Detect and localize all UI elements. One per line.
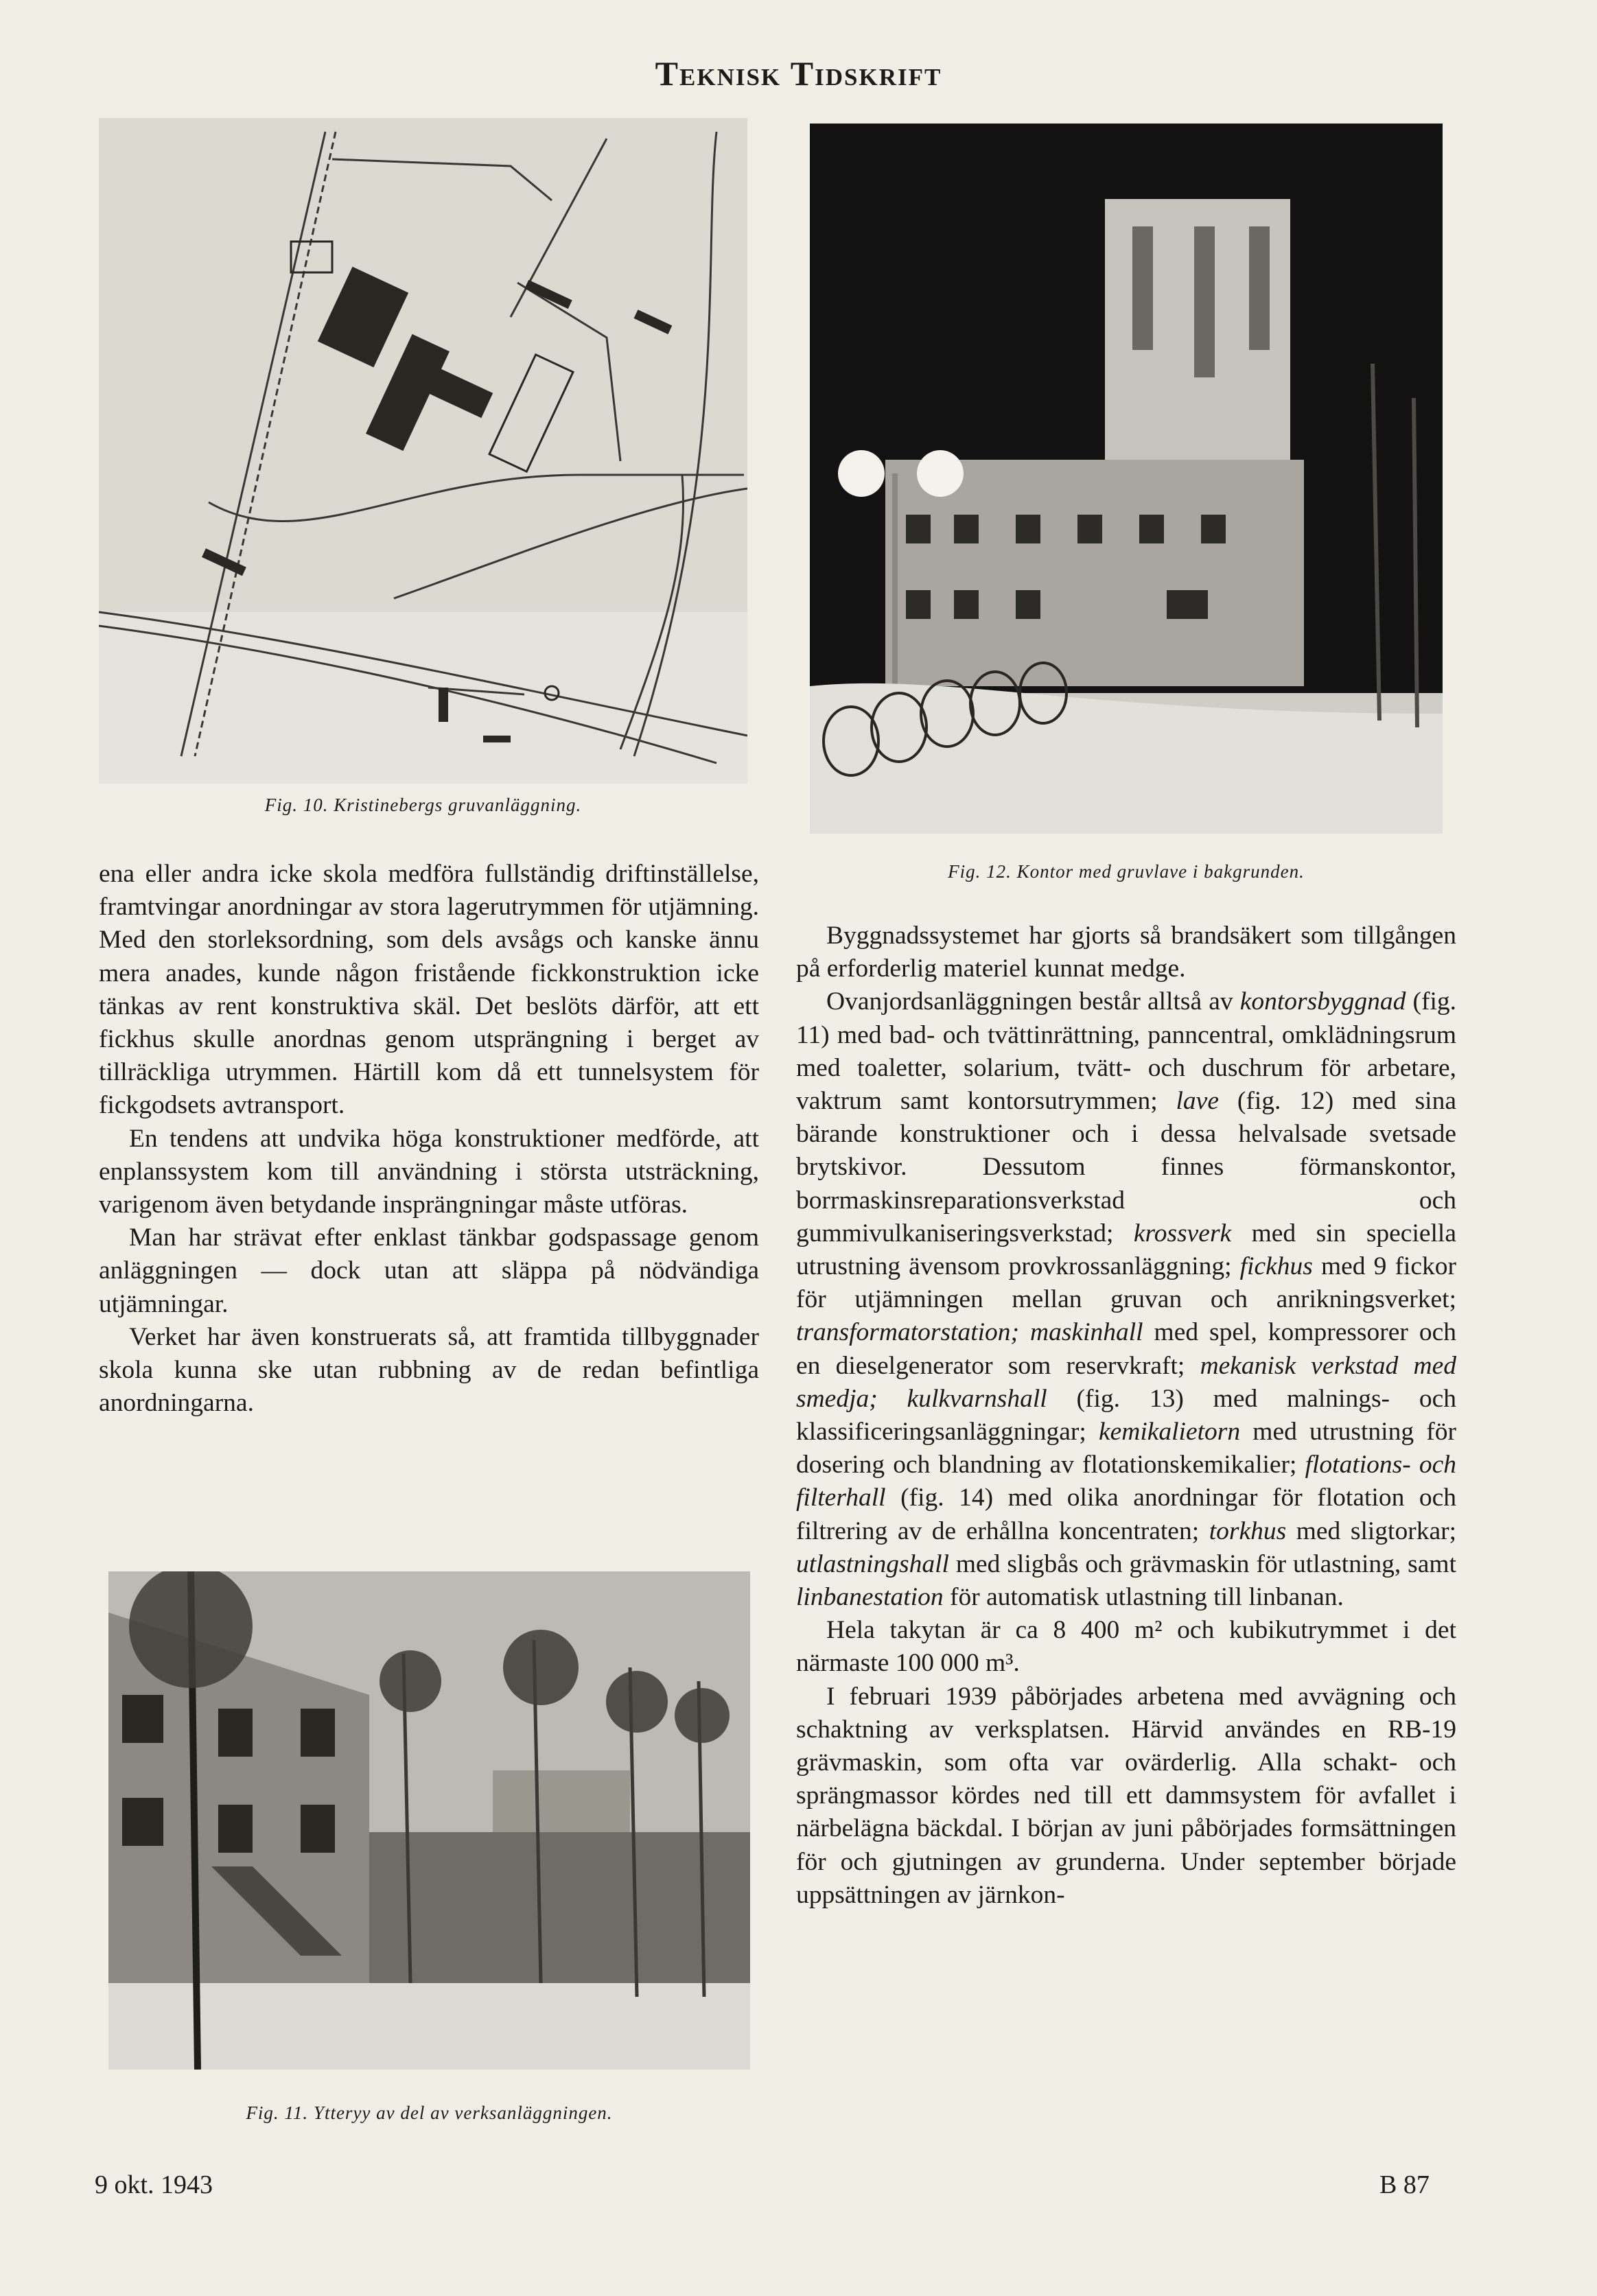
text-run: för automatisk utlastning till linbanan. (943, 1583, 1344, 1612)
term-fickhus: fickhus (1239, 1252, 1313, 1281)
left-text-column (99, 858, 759, 1420)
term-transformatorstation: transformatorstation; maskinhall (796, 1318, 1143, 1347)
right-paragraph-3: Hela takytan är ca 8 400 m² och kubikutrymmet i det närmaste 100 000 m³. (796, 1616, 1456, 1678)
text-run: Ovanjordsanläggningen består alltså av (826, 987, 1240, 1016)
figure-12-office-photo (810, 124, 1443, 834)
right-paragraph-1: Byggnadssystemet har gjorts så brandsäkert som tillgången på erforderlig materiel kunnat medge. (796, 922, 1456, 983)
term-linbanestation: linbanestation (796, 1583, 944, 1612)
journal-header: Teknisk Tidskrift (655, 54, 942, 93)
figure-10-caption: Fig. 10. Kristinebergs gruvanläggning. (264, 795, 582, 815)
figure-11-caption: Fig. 11. Ytteryy av del av verksanläggningen. (246, 2102, 613, 2123)
text-run: med sin speciella utrustning ävensom provkrossanläggning; (796, 1219, 1456, 1281)
text-run: (fig. 14) med olika anordningar för flotation och filtrering av de erhållna koncentraten; (796, 1484, 1456, 1545)
figure-12-caption: Fig. 12. Kontor med gruvlave i bakgrunden. (948, 861, 1305, 882)
term-kemikalietorn: kemikalietorn (1098, 1418, 1241, 1446)
term-mekanisk-verkstad: mekanisk verkstad med smedja; kulkvarnshall (796, 1351, 1456, 1413)
left-paragraph-4: Verket har även konstruerats så, att framtida tillbyggnader skola kunna ske utan rubbning av de redan befintliga anordningarna. (99, 1322, 759, 1418)
term-torkhus: torkhus (1209, 1516, 1287, 1545)
footer-page-number: B 87 (1379, 2170, 1430, 2199)
text-run: med spel, kompressorer och en dieselgenerator som reservkraft; (796, 1318, 1456, 1380)
term-utlastningshall: utlastningshall (796, 1549, 949, 1578)
footer-date: 9 okt. 1943 (95, 2170, 213, 2199)
left-paragraph-2: En tendens att undvika höga konstruktioner medförde, att enplanssystem kom till användning i största utsträckning, varigenom även betydande insprängningar måste utföras. (99, 1124, 759, 1219)
figure-11-exterior-photo (108, 1571, 750, 2070)
term-kontorsbyggnad: kontorsbyggnad (1239, 987, 1406, 1016)
right-text-column (796, 919, 1456, 1912)
term-krossverk: krossverk (1133, 1219, 1232, 1247)
right-paragraph-4: I februari 1939 påbörjades arbetena med avvägning och schaktning av verksplatsen. Härvid användes en RB-19 grävmaskin, som ofta var ovärderlig. Alla schakt- och sprängmassor kördes ned till ett dammsystem för avfallet i närbelägna bäckdal. I början av juni påbörjades formsättningen för och gjutningen av grunderna. Under september började uppsättningen av järnkon- (796, 1682, 1456, 1909)
text-run: (fig. 11) med bad- och tvättinrättning, panncentral, omklädningsrum med toaletter, solarium, tvätt- och duschrum för arbetare, vaktrum samt kontorsutrymmen; (796, 987, 1456, 1116)
left-paragraph-1: ena eller andra icke skola medföra fullständig driftinställelse, framtvingar anordningar av stora lagerutrymmen för utjämning. Med den storleksordning, som dels avsågs och kanske ännu mera anades, kunde någon fristående fickkonstruktion icke tänkas av rent konstruktiva skäl. Det beslöts därför, att ett fickhus skulle anordnas genom utsprängning i berget av tillräckliga utrymmen. Härtill kom då ett tunnelsystem för fickgodsets avtransport. (99, 860, 759, 1120)
right-paragraph-2 (796, 985, 1456, 1614)
text-run: med sligbås och grävmaskin för utlastning, samt (948, 1549, 1456, 1578)
text-run: med utrustning för dosering och blandning av flotationskemikalier; (796, 1418, 1456, 1479)
left-paragraph-3: Man har strävat efter enklast tänkbar godspassage genom anläggningen — dock utan att släppa på nödvändiga utjämningar. (99, 1223, 759, 1318)
text-run: med sligtorkar; (1286, 1516, 1457, 1545)
term-lave: lave (1176, 1087, 1219, 1116)
text-run: (fig. 12) med sina bärande konstruktioner och i dessa helvalsade svetsade brytskivor. Dessutom finnes förmanskontor, borrmaskinsreparationsverkstad och gummivulkaniseringsverkstad; (796, 1087, 1456, 1247)
figure-10-site-plan (99, 118, 747, 784)
text-run: med 9 fickor för utjämningen mellan gruvan och anrikningsverket; (796, 1252, 1456, 1314)
text-run: (fig. 13) med malnings- och klassificeringsanläggningar; (796, 1384, 1456, 1446)
term-flotationshall: flotations- och filterhall (796, 1451, 1456, 1512)
